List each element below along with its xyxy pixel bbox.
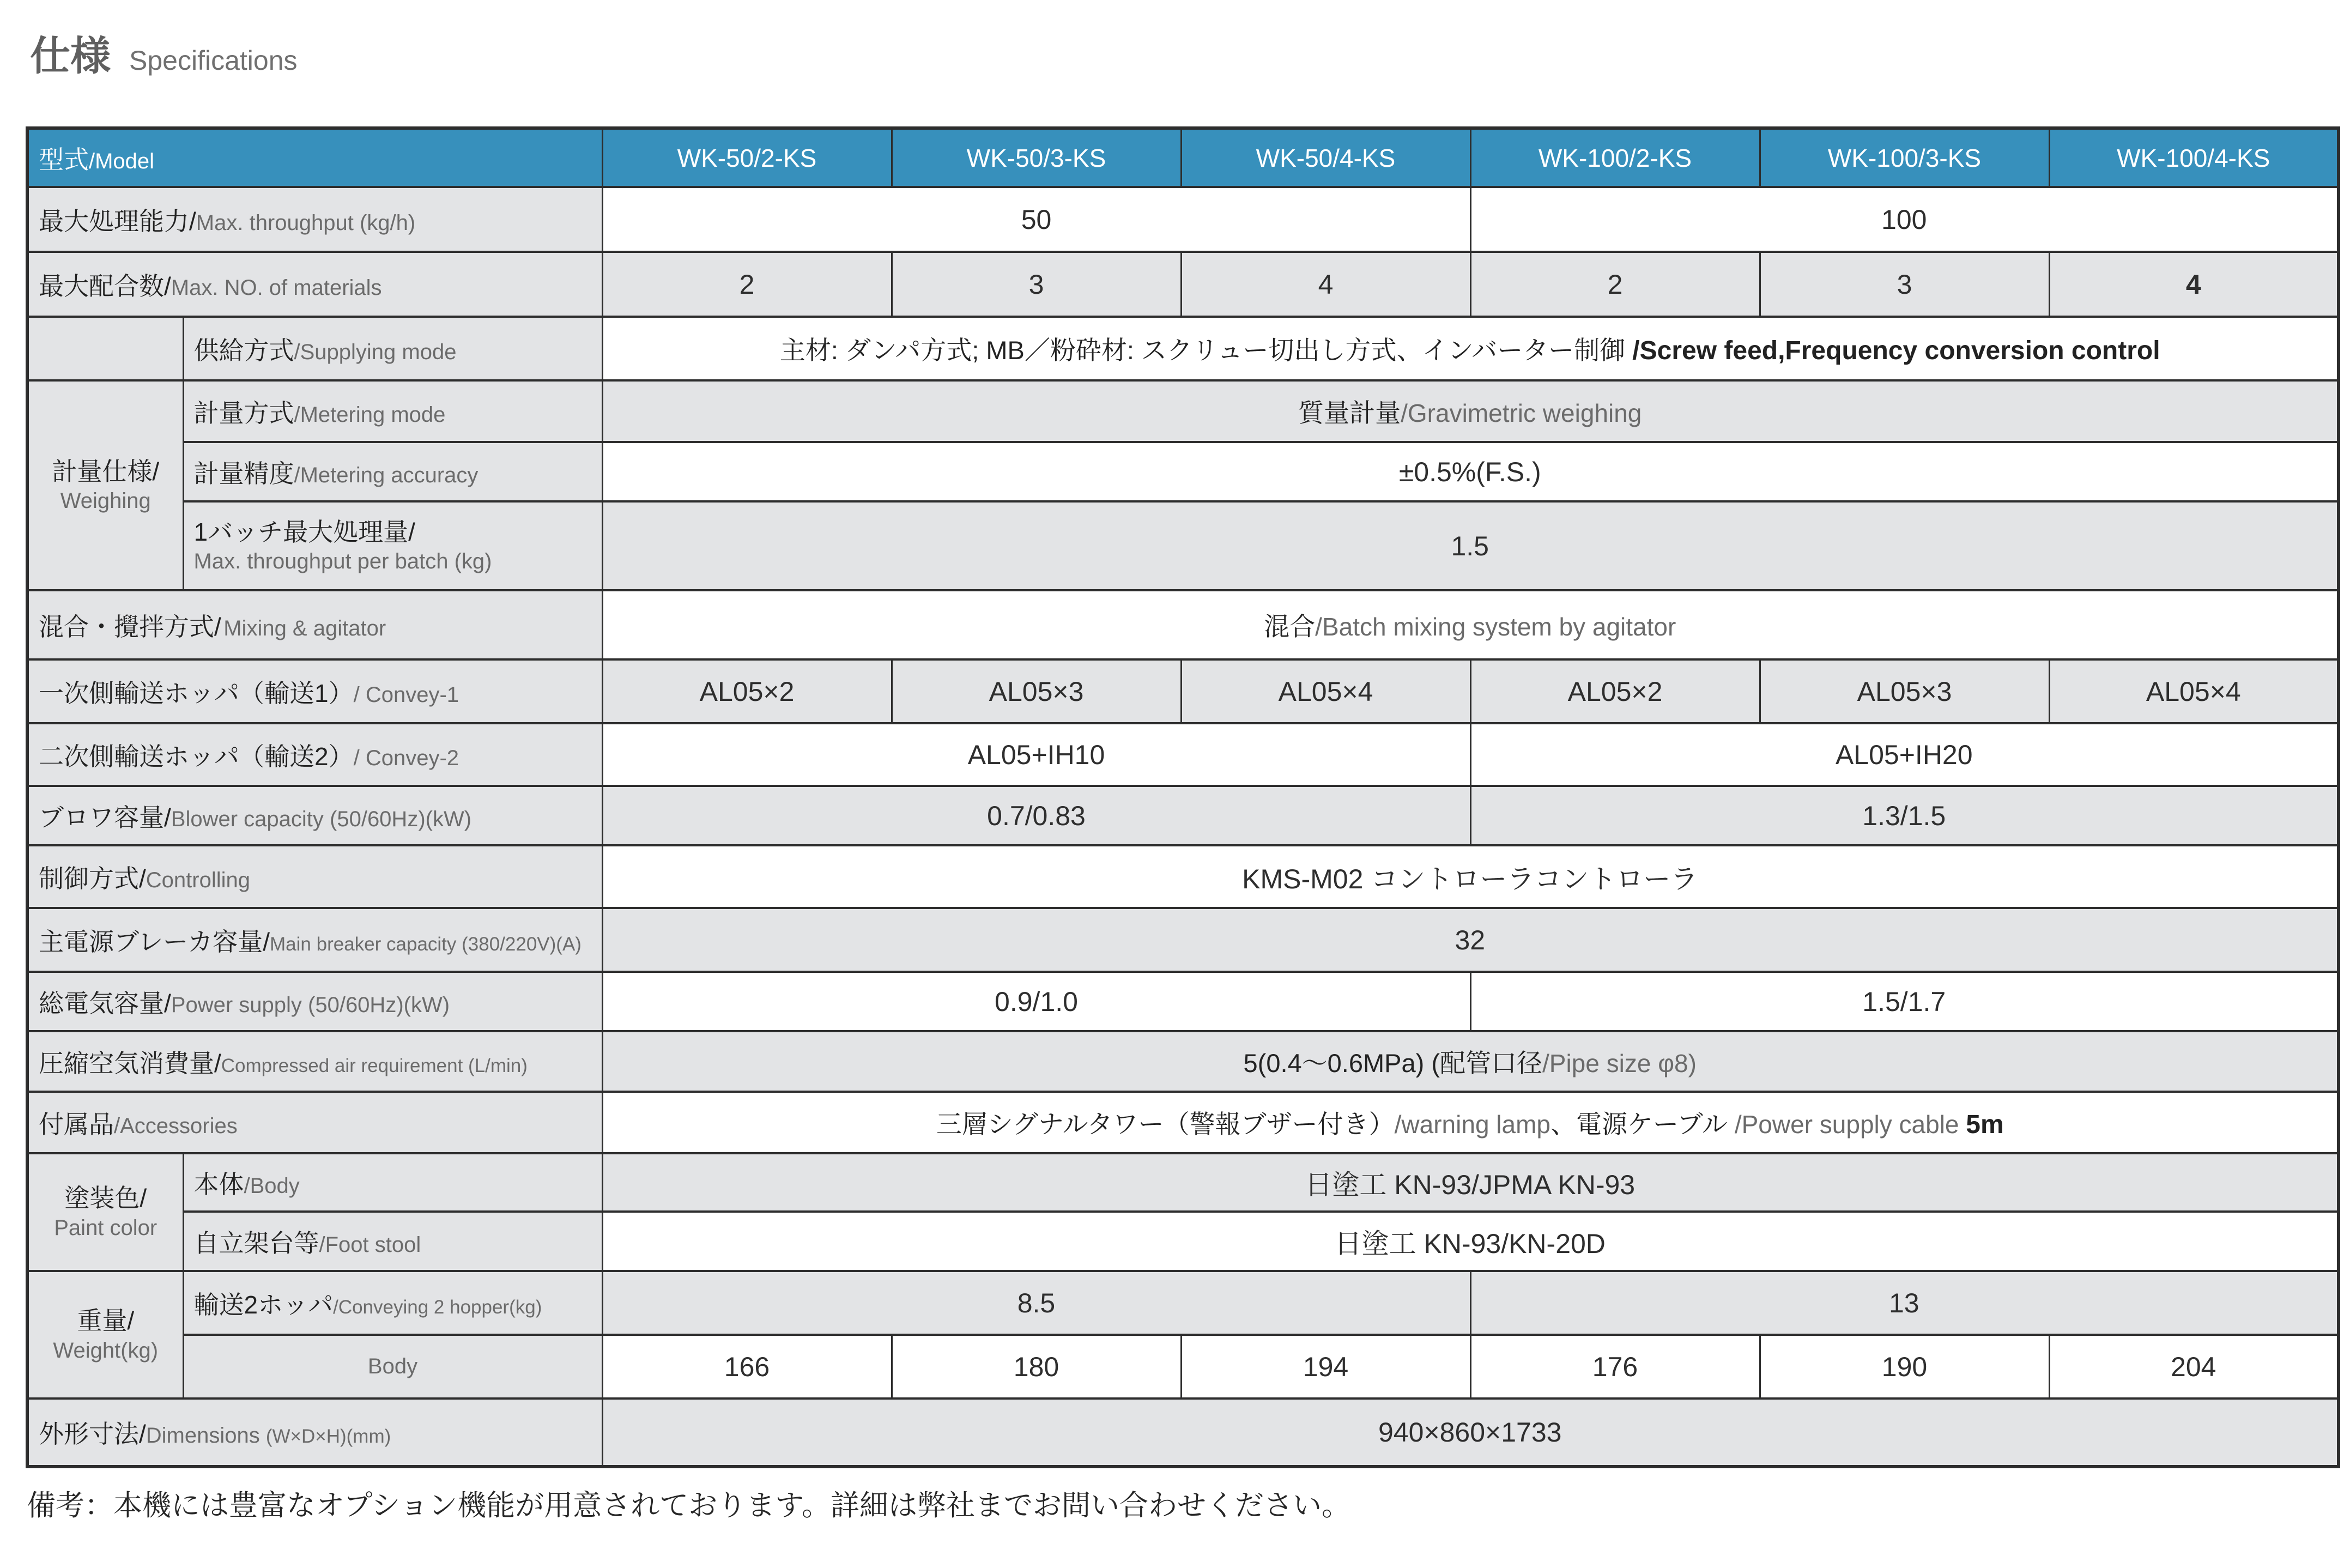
row-weight-body	[27, 1335, 2339, 1399]
weight-body-value-3: 194	[1181, 1335, 1470, 1399]
metering-accuracy-value: ±0.5%(F.S.)	[602, 442, 2339, 501]
row-convey1	[27, 659, 2339, 723]
accessories-label-en: /Accessories	[114, 1113, 238, 1138]
metering-mode-value-jp: 質量計量	[1298, 398, 1401, 427]
row-metering-mode	[27, 380, 2339, 442]
paint-body-label-jp: 本体	[193, 1170, 244, 1198]
row-metering-accuracy	[27, 442, 2339, 501]
blower-label	[27, 786, 602, 845]
row-dimensions	[27, 1399, 2339, 1467]
row-power	[27, 972, 2339, 1031]
model-header-3: WK-50/4-KS	[1181, 128, 1470, 187]
mixing-value-jp: 混合	[1264, 612, 1316, 641]
materials-value-4: 2	[1470, 252, 1760, 317]
metering-mode-label-en: /Metering mode	[294, 402, 446, 427]
spec-table	[26, 126, 2340, 1468]
mixing-value-en: /Batch mixing system by agitator	[1315, 613, 1676, 641]
convey1-value-2: AL05×3	[892, 659, 1181, 723]
convey2-label-jp: 二次側輸送ホッパ（輸送2）	[39, 742, 354, 771]
paint-group-jp: 塗装色/	[64, 1184, 147, 1213]
page-title-en: Specifications	[129, 45, 298, 76]
accessories-value-jp2: 、電源ケーブル	[1550, 1110, 1735, 1139]
supplying-spacer-cell	[27, 317, 183, 380]
weight-hopper-label-jp: 輸送2ホッパ	[193, 1290, 334, 1319]
batch-value: 1.5	[602, 501, 2339, 590]
header-row	[27, 128, 2339, 187]
paint-body-value: 日塗工 KN-93/JPMA KN-93	[602, 1153, 2339, 1212]
throughput-label-en: Max. throughput (kg/h)	[196, 210, 416, 235]
convey1-value-5: AL05×3	[1760, 659, 2049, 723]
blower-value-50: 0.7/0.83	[602, 786, 1470, 845]
air-value-en: /Pipe size φ8)	[1542, 1049, 1697, 1077]
convey2-label-en: / Convey-2	[353, 746, 459, 770]
model-header-2: WK-50/3-KS	[892, 128, 1181, 187]
model-label-en: /Model	[89, 149, 155, 173]
metering-mode-label-jp: 計量方式	[193, 398, 294, 427]
controlling-label	[27, 845, 602, 908]
row-blower	[27, 786, 2339, 845]
accessories-label-jp: 付属品	[39, 1110, 114, 1139]
row-paint-body	[27, 1153, 2339, 1212]
blower-label-en: Blower capacity (50/60Hz)(kW)	[171, 807, 472, 831]
convey1-value-4: AL05×2	[1470, 659, 1760, 723]
remarks-note: 備考：本機には豊富なオプション機能が用意されております。詳細は弊社までお問い合わせください。	[27, 1490, 1350, 1522]
dimensions-label	[27, 1399, 602, 1467]
supplying-value	[602, 317, 2339, 380]
weight-hopper-value-100: 13	[1470, 1271, 2339, 1335]
power-value-100: 1.5/1.7	[1470, 972, 2339, 1031]
row-convey2	[27, 723, 2339, 786]
power-label-en: Power supply (50/60Hz)(kW)	[171, 992, 450, 1017]
mixing-value	[602, 590, 2339, 659]
weight-body-label-en: Body	[367, 1354, 418, 1378]
convey2-value-50: AL05+IH10	[602, 723, 1470, 786]
model-label-jp: 型式	[39, 145, 89, 174]
row-controlling	[27, 845, 2339, 908]
air-label	[27, 1031, 602, 1092]
air-value	[602, 1031, 2339, 1092]
row-mixing	[27, 590, 2339, 659]
controlling-label-jp: 制御方式/	[39, 864, 146, 893]
weight-body-value-5: 190	[1760, 1335, 2049, 1399]
row-batch	[27, 501, 2339, 590]
convey1-label-en: / Convey-1	[353, 682, 459, 707]
paint-foot-label	[183, 1212, 602, 1271]
row-breaker	[27, 908, 2339, 972]
breaker-value: 32	[602, 908, 2339, 972]
power-label	[27, 972, 602, 1031]
row-supplying	[27, 317, 2339, 380]
throughput-label	[27, 187, 602, 252]
breaker-label	[27, 908, 602, 972]
batch-label-jp: 1バッチ最大処理量/	[193, 517, 415, 546]
convey2-value-100: AL05+IH20	[1470, 723, 2339, 786]
weight-group-jp: 重量/	[77, 1306, 135, 1335]
convey2-label	[27, 723, 602, 786]
throughput-value-100: 100	[1470, 187, 2339, 252]
model-header-5: WK-100/3-KS	[1760, 128, 2049, 187]
paint-foot-value: 日塗工 KN-93/KN-20D	[602, 1212, 2339, 1271]
metering-mode-label	[183, 380, 602, 442]
materials-value-2: 3	[892, 252, 1181, 317]
row-accessories	[27, 1092, 2339, 1153]
paint-body-label	[183, 1153, 602, 1212]
supplying-value-en: /Screw feed,Frequency conversion control	[1632, 336, 2160, 365]
materials-label-en: Max. NO. of materials	[171, 275, 382, 300]
breaker-label-en: Main breaker capacity (380/220V)(A)	[270, 933, 582, 955]
weight-body-value-6: 204	[2049, 1335, 2339, 1399]
air-label-jp: 圧縮空気消費量/	[39, 1049, 221, 1077]
paint-foot-label-en: /Foot stool	[319, 1232, 421, 1257]
accessories-value-en2: /Power supply cable	[1734, 1110, 1966, 1139]
supplying-value-jp: 主材: ダンパ方式; MB／粉砕材: スクリュー切出し方式、インバーター制御	[779, 336, 1633, 365]
model-header-1: WK-50/2-KS	[602, 128, 892, 187]
supplying-label	[183, 317, 602, 380]
supplying-label-en: /Supplying mode	[294, 340, 457, 364]
paint-group-label	[27, 1153, 183, 1271]
dimensions-label-small: (W×D×H)(mm)	[265, 1426, 391, 1447]
weight-hopper-label	[183, 1271, 602, 1335]
materials-label	[27, 252, 602, 317]
weight-body-value-4: 176	[1470, 1335, 1760, 1399]
row-weight-hopper	[27, 1271, 2339, 1335]
weighing-group-jp: 計量仕様/	[52, 457, 160, 486]
weighing-group-en: Weighing	[60, 489, 151, 513]
convey1-label	[27, 659, 602, 723]
air-value-jp: 5(0.4～0.6MPa) (配管口径	[1243, 1049, 1542, 1077]
materials-value-1: 2	[602, 252, 892, 317]
mixing-label-jp: 混合・攪拌方式/	[39, 612, 221, 641]
paint-body-label-en: /Body	[244, 1173, 300, 1198]
mixing-label-en: Mixing & agitator	[223, 616, 386, 640]
weight-hopper-value-50: 8.5	[602, 1271, 1470, 1335]
row-paint-foot	[27, 1212, 2339, 1271]
model-header-label	[27, 128, 602, 187]
materials-value-5: 3	[1760, 252, 2049, 317]
blower-label-jp: ブロワ容量/	[39, 803, 171, 832]
blower-value-100: 1.3/1.5	[1470, 786, 2339, 845]
row-materials	[27, 252, 2339, 317]
weighing-group-label	[27, 380, 183, 590]
paint-group-en: Paint color	[54, 1215, 158, 1240]
weight-group-en: Weight(kg)	[53, 1338, 159, 1363]
controlling-label-en: Controlling	[146, 868, 250, 892]
accessories-value-en1: /warning lamp	[1394, 1110, 1551, 1139]
controlling-value: KMS-M02 コントローラコントローラ	[602, 845, 2339, 908]
metering-mode-value	[602, 380, 2339, 442]
accessories-value	[602, 1092, 2339, 1153]
supplying-label-jp: 供給方式	[193, 336, 294, 365]
row-throughput	[27, 187, 2339, 252]
metering-accuracy-label-en: /Metering accuracy	[294, 463, 479, 487]
weight-body-value-1: 166	[602, 1335, 892, 1399]
weight-group-label	[27, 1271, 183, 1399]
power-value-50: 0.9/1.0	[602, 972, 1470, 1031]
convey1-value-1: AL05×2	[602, 659, 892, 723]
throughput-label-jp: 最大処理能力/	[39, 207, 196, 235]
metering-mode-value-en: /Gravimetric weighing	[1401, 399, 1642, 427]
accessories-value-bold: 5m	[1966, 1110, 2004, 1139]
accessories-value-jp1: 三層シグナルタワー（警報ブザー付き）	[936, 1110, 1395, 1139]
page-title-jp: 仕様	[30, 33, 111, 78]
dimensions-label-en: Dimensions	[146, 1424, 266, 1448]
page-title	[30, 16, 2344, 76]
convey1-label-jp: 一次側輸送ホッパ（輸送1）	[39, 679, 354, 707]
power-label-jp: 総電気容量/	[39, 989, 171, 1018]
model-header-6: WK-100/4-KS	[2049, 128, 2339, 187]
breaker-label-jp: 主電源ブレーカ容量/	[39, 927, 270, 956]
materials-value-6: 4	[2049, 252, 2339, 317]
materials-value-3: 4	[1181, 252, 1470, 317]
air-label-en: Compressed air requirement (L/min)	[221, 1055, 528, 1076]
row-air	[27, 1031, 2339, 1092]
weight-hopper-label-en: /Conveying 2 hopper(kg)	[333, 1296, 542, 1318]
convey1-value-6: AL05×4	[2049, 659, 2339, 723]
paint-foot-label-jp: 自立架台等	[193, 1228, 319, 1257]
metering-accuracy-label	[183, 442, 602, 501]
convey1-value-3: AL05×4	[1181, 659, 1470, 723]
mixing-label	[27, 590, 602, 659]
metering-accuracy-label-jp: 計量精度	[193, 459, 294, 488]
weight-body-value-2: 180	[892, 1335, 1181, 1399]
dimensions-label-jp: 外形寸法/	[39, 1420, 146, 1448]
dimensions-value: 940×860×1733	[602, 1399, 2339, 1467]
accessories-label	[27, 1092, 602, 1153]
materials-label-jp: 最大配合数/	[39, 271, 171, 300]
weight-body-label	[183, 1335, 602, 1399]
batch-label	[183, 501, 602, 590]
throughput-value-50: 50	[602, 187, 1470, 252]
batch-label-en: Max. throughput per batch (kg)	[193, 549, 492, 574]
model-header-4: WK-100/2-KS	[1470, 128, 1760, 187]
